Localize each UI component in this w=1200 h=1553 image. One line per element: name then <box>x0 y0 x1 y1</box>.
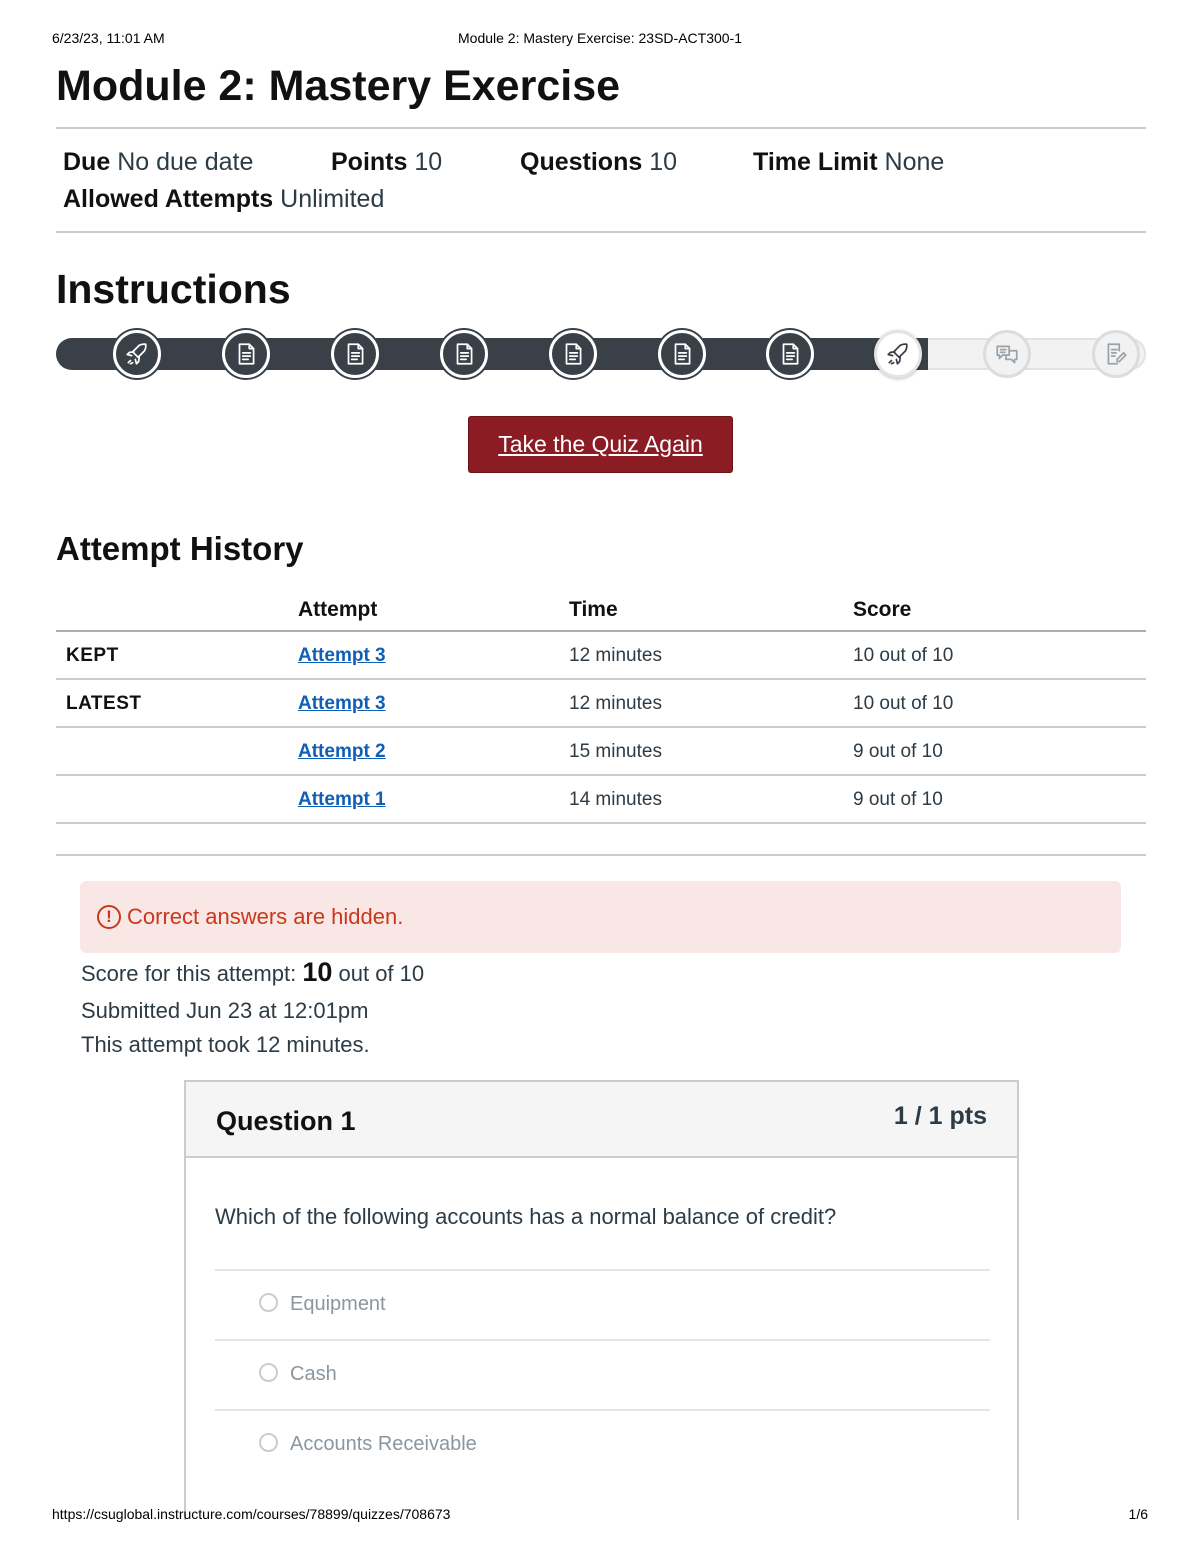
answer-label: Equipment <box>290 1293 386 1315</box>
table-row <box>56 776 1146 824</box>
points-value: 10 <box>414 148 443 176</box>
question-points: 1 / 1 pts <box>893 1102 987 1130</box>
print-header <box>52 30 1148 50</box>
attempt-link[interactable]: Attempt 1 <box>298 789 386 810</box>
allowed-attempts-value: Unlimited <box>280 185 385 213</box>
rocket-icon <box>124 341 150 367</box>
print-footer <box>52 1506 1148 1526</box>
attempt-score: 9 out of 10 <box>853 789 943 810</box>
correct-answers-hidden-alert <box>80 881 1121 953</box>
question-text: Which of the following accounts has a normal balance of credit? <box>215 1204 837 1229</box>
page-title: Module 2: Mastery Exercise <box>56 62 621 110</box>
answer-option[interactable] <box>215 1269 990 1339</box>
score-prefix: Score for this attempt: <box>81 961 297 986</box>
attempt-time: 12 minutes <box>569 645 662 666</box>
print-date: 6/23/23, 11:01 AM <box>52 30 165 46</box>
progress-step-2[interactable] <box>222 330 270 378</box>
time-limit-value: None <box>884 148 945 176</box>
radio-button[interactable] <box>259 1293 278 1312</box>
radio-button[interactable] <box>259 1433 278 1452</box>
attempt-link[interactable]: Attempt 2 <box>298 741 386 762</box>
answer-option[interactable] <box>215 1339 990 1409</box>
progress-step-3[interactable] <box>331 330 379 378</box>
attempt-history-heading: Attempt History <box>56 530 304 567</box>
progress-step-7[interactable] <box>766 330 814 378</box>
attempt-score-line <box>81 957 424 988</box>
document-icon <box>233 341 259 367</box>
document-icon <box>669 341 695 367</box>
time-limit-label: Time Limit <box>753 148 878 176</box>
discussion-icon <box>994 341 1020 367</box>
attempt-tag: LATEST <box>66 693 142 714</box>
question-header <box>186 1082 1017 1158</box>
divider <box>56 854 1146 856</box>
radio-button[interactable] <box>259 1363 278 1382</box>
take-quiz-again-button[interactable]: Take the Quiz Again <box>468 416 733 473</box>
attempt-time: 14 minutes <box>569 789 662 810</box>
table-row <box>56 680 1146 728</box>
questions-value: 10 <box>649 148 678 176</box>
instructions-heading: Instructions <box>56 266 291 312</box>
submitted-time: Submitted Jun 23 at 12:01pm <box>81 998 369 1023</box>
divider <box>56 231 1146 233</box>
progress-step-4[interactable] <box>440 330 488 378</box>
column-header-time: Time <box>569 598 618 621</box>
question-title: Question 1 <box>216 1106 356 1136</box>
document-icon <box>342 341 368 367</box>
answer-option[interactable] <box>215 1409 990 1479</box>
attempt-score: 10 out of 10 <box>853 693 954 714</box>
page-number: 1/6 <box>1128 1506 1148 1522</box>
attempt-tag: KEPT <box>66 645 119 666</box>
question-card <box>184 1080 1019 1520</box>
attempt-score: 10 out of 10 <box>853 645 954 666</box>
score-value: 10 <box>302 957 333 987</box>
table-header-row <box>56 590 1146 632</box>
due-label: Due <box>63 148 111 176</box>
document-icon <box>560 341 586 367</box>
progress-step-6[interactable] <box>658 330 706 378</box>
attempt-history-table <box>56 590 1146 824</box>
score-suffix: out of 10 <box>338 961 425 986</box>
allowed-attempts-label: Allowed Attempts <box>63 185 274 213</box>
attempt-link[interactable]: Attempt 3 <box>298 693 386 714</box>
column-header-attempt: Attempt <box>298 598 378 621</box>
due-value: No due date <box>117 148 254 176</box>
progress-step-5[interactable] <box>549 330 597 378</box>
print-url: https://csuglobal.instructure.com/courses/78899/quizzes/708673 <box>52 1506 451 1522</box>
rocket-icon <box>885 341 911 367</box>
divider <box>56 127 1146 129</box>
answer-label: Accounts Receivable <box>290 1433 477 1455</box>
progress-step-8-current[interactable] <box>874 330 922 378</box>
attempt-duration: This attempt took 12 minutes. <box>81 1032 370 1057</box>
attempt-link[interactable]: Attempt 3 <box>298 645 386 666</box>
attempt-time: 15 minutes <box>569 741 662 762</box>
table-row <box>56 632 1146 680</box>
questions-label: Questions <box>520 148 643 176</box>
document-icon <box>777 341 803 367</box>
progress-step-10[interactable] <box>1092 330 1140 378</box>
attempt-time: 12 minutes <box>569 693 662 714</box>
module-progress-bar <box>56 330 1146 376</box>
assignment-icon <box>1103 341 1129 367</box>
warning-icon: ! <box>97 905 121 929</box>
print-document-title: Module 2: Mastery Exercise: 23SD-ACT300-1 <box>458 30 742 46</box>
progress-step-1[interactable] <box>113 330 161 378</box>
attempt-score: 9 out of 10 <box>853 741 943 762</box>
answer-label: Cash <box>290 1363 337 1385</box>
progress-step-9[interactable] <box>983 330 1031 378</box>
quiz-attempts-detail <box>63 185 384 214</box>
alert-text: Correct answers are hidden. <box>127 904 404 929</box>
column-header-score: Score <box>853 598 912 621</box>
document-icon <box>451 341 477 367</box>
points-label: Points <box>331 148 408 176</box>
table-row <box>56 728 1146 776</box>
